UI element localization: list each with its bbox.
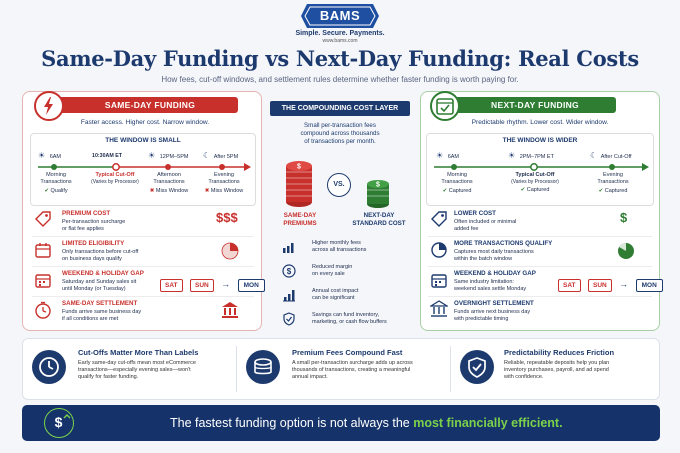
next-day-timeline [432,162,650,172]
next-day-tagline: Predictable rhythm. Lower cost. Wider window. [471,119,609,126]
sun-icon: ☀ [38,151,46,160]
day-sun: SUN [588,279,612,292]
takeaway-1: Cut-Offs Matter More Than Labels Early same-day cut-offs mean most eCommerce transactions—especially evening sales—won't qualify for faster funding. [28,342,232,396]
moon-icon: ☾ [590,151,598,160]
middle-point-4: Savings can fund inventory, marketing, or cash flow buffers [280,310,416,332]
status-badge: ✖ Miss Window [149,187,189,194]
cost-indicator: $$$ [216,210,238,225]
svg-text:$: $ [286,267,292,276]
middle-point-2: $ Reduced margin on every sale [280,262,410,284]
same-day-item-weekend: WEEKEND & HOLIDAY GAP Saturday and Sunday sales sit until Monday (or Tuesday) SAT SUN → MON [32,268,254,298]
middle-point-3: Annual cost impact can be significant [280,286,410,308]
lightning-icon [36,93,62,119]
pie-small-icon [220,241,240,261]
same-day-stage-evening: Evening Transactions ✖ Miss Window [200,172,248,195]
divider [32,236,254,237]
next-day-item-overnight: OVERNIGHT SETTLEMENT Funds arrive next business day with predictable timing [428,298,652,328]
status-badge: ✔ Captured [442,187,472,194]
divider [428,266,652,267]
takeaway-icon-circle [32,350,66,384]
same-day-stage-morning: Morning Transactions ✔ Qualify [34,172,78,195]
middle-title: THE COMPOUNDING COST LAYER [281,105,399,112]
day-sat: SAT [160,279,183,292]
takeaway-icon-circle [246,350,280,384]
middle-point-1: Higher monthly fees across all transactions [280,238,410,260]
status-badge: ✔ Qualify [44,187,68,194]
brand-url: www.bams.com [322,38,358,44]
logo-text: BAMS [319,8,361,23]
next-day-item-weekend: WEEKEND & HOLIDAY GAP Same industry limitation: weekend sales settle Monday SAT SUN → MON [428,268,652,298]
divider [450,346,451,392]
takeaway-3: Predictability Reduces Friction Reliable, repeatable deposits help you plan inventory purchases, payroll, and ad spend with confidence. [456,342,656,396]
svg-text:$: $ [376,181,380,189]
same-day-stage-afternoon: Afternoon Transactions ✖ Miss Window [146,172,192,195]
next-day-time-3: ☾ After Cut-Off [590,151,632,160]
svg-text:$: $ [297,163,301,171]
status-badge: ✔ Captured [520,187,550,194]
next-day-window-title: THE WINDOW IS WIDER [502,137,578,144]
weekend-days [558,274,663,292]
same-day-stage-cutoff: Typical Cut-Off (Varies by Processor) [91,172,139,185]
clock-icon [32,350,66,384]
footer-message: The fastest funding option is not always the most financially efficient. [170,416,563,430]
dollar-circle-icon [282,264,296,278]
arrow-right-icon: → [619,279,629,289]
same-day-icon-circle [34,91,64,121]
red-coin-stack-icon [284,158,314,210]
clock-icon [34,301,52,319]
next-day-stage-morning: Morning Transactions ✔ Captured [432,172,482,195]
calendar-grid-icon [34,271,52,289]
trending-up-icon [282,240,296,254]
check-icon: ✔ [520,187,526,194]
bank-outline-icon [430,300,448,318]
same-day-time-2: 10:30AM ET [92,153,123,159]
next-day-time-1: ☀ 6AM [436,151,460,160]
next-day-icon-circle [430,91,460,121]
weekend-days [160,274,265,292]
page-title: Same-Day Funding vs Next-Day Funding: Real Costs [41,46,639,71]
vs-badge: VS. [327,173,351,197]
check-icon: ✔ [598,187,604,194]
divider [428,236,652,237]
brand-logo [301,4,379,28]
footer-icon-circle [44,408,74,438]
dollar-arrow-icon [45,409,72,436]
arrow-right-icon: → [221,279,231,289]
shield-check-icon [282,312,296,326]
takeaway-2: Premium Fees Compound Fast A small per-transaction surcharge adds up across thousands of transactions, creating a meaningful annual impact. [242,342,446,396]
status-badge: ✔ Captured [598,187,628,194]
next-day-time-2: ☀ 2PM–7PM ET [508,151,554,160]
same-day-title: SAME-DAY FUNDING [104,100,196,110]
next-day-item-lower-cost: LOWER COST Often included or minimal added fee $ [428,208,652,238]
x-circle-icon: ✖ [204,187,210,194]
x-circle-icon: ✖ [149,187,155,194]
check-icon: ✔ [442,187,448,194]
next-day-stage-evening: Evening Transactions ✔ Captured [588,172,638,195]
bar-chart-icon [282,288,296,302]
cost-indicator: $ [620,210,628,225]
footer-highlight: most financially efficient. [413,416,563,430]
divider [32,266,254,267]
same-day-window-title: THE WINDOW IS SMALL [105,137,181,144]
divider [32,296,254,297]
green-coin-stack-icon [365,176,391,210]
calendar-grid-icon [430,271,448,289]
same-day-time-1: ☀ 6AM [38,151,62,160]
sun-icon: ☀ [148,151,156,160]
next-day-stage-cutoff: Typical Cut-Off (Varies by Processor) ✔ Captured [500,172,570,194]
takeaway-icon-circle [460,350,494,384]
page-subtitle: How fees, cut-off windows, and settlement rules determine whether faster funding is worth paying for. [161,75,519,84]
calendar-check-icon [432,93,458,119]
svg-text:$: $ [54,414,63,430]
same-day-time-3: ☀ 12PM–5PM [148,151,189,160]
moon-icon: ☾ [203,151,211,160]
bank-icon [220,300,240,320]
day-sun: SUN [190,279,214,292]
price-tag-icon [430,210,448,228]
price-tag-icon [34,210,52,228]
pie-large-icon [616,241,636,261]
day-mon: MON [636,279,663,292]
same-day-tagline: Faster access. Higher cost. Narrow window. [80,119,210,126]
divider [428,296,652,297]
divider [236,346,237,392]
next-day-item-qualify: MORE TRANSACTIONS QUALIFY Captures most daily transactions within the batch window [428,238,652,268]
same-day-timeline [36,162,252,172]
next-day-title: NEXT-DAY FUNDING [491,100,579,110]
sun-icon: ☀ [508,151,516,160]
middle-intro: Small per-transaction fees compound across thousands of transactions per month. [300,122,380,145]
day-mon: MON [238,279,265,292]
check-icon: ✔ [44,187,49,194]
status-badge: ✖ Miss Window [204,187,244,194]
same-day-time-4: ☾ After 5PM [203,151,239,160]
sun-icon: ☀ [436,151,444,160]
next-day-cost-label: NEXT-DAY STANDARD COST [352,212,406,227]
same-day-item-eligibility: LIMITED ELIGIBILITY Only transactions before cut-off on business days qualify [32,238,254,268]
same-day-item-premium: PREMIUM COST Per-transaction surcharge or flat fee applies $$$ [32,208,254,238]
pie-chart-icon [430,241,448,259]
brand-tagline: Simple. Secure. Payments. [295,30,385,37]
same-day-premiums-label: SAME-DAY PREMIUMS [283,212,317,227]
shield-check-icon [460,350,494,384]
day-sat: SAT [558,279,581,292]
coin-stack-icon [246,350,280,384]
same-day-item-settlement: SAME-DAY SETTLEMENT Funds arrive same business day if all conditions are met [32,298,254,328]
calendar-icon [34,241,52,259]
